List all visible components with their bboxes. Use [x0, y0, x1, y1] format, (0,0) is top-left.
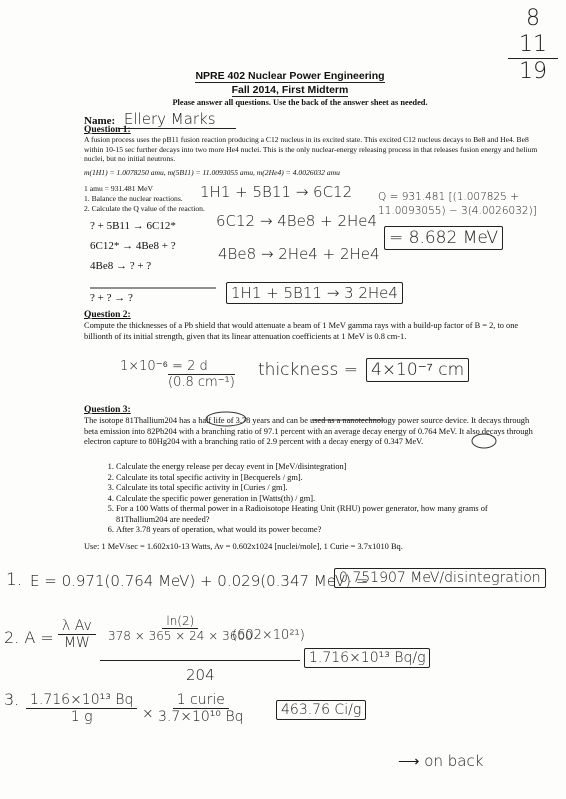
- a1-label: 1.: [6, 570, 23, 590]
- q2-hand-thickness-value: 4×10⁻⁷ cm: [366, 358, 469, 382]
- q1-template-2: 6C12* → 4Be8 + ?: [90, 240, 176, 252]
- a3-den-2: 3.7×10¹⁰ Bq: [158, 709, 244, 725]
- a3-den-1: 1 g: [70, 709, 93, 725]
- name-label: Name:: [84, 115, 116, 127]
- back-note-text: on back: [424, 752, 484, 770]
- q1-item-1: 1. Balance the nuclear reactions.: [84, 194, 183, 203]
- a2-lhs-num: λ Av: [58, 618, 96, 635]
- a3-num-2: 1 curie: [173, 692, 229, 709]
- q1-template-4: ? + ? → ?: [90, 292, 133, 304]
- q3-item-4: 4. Calculate the specific power generation in [Watts(th) / gm].: [116, 494, 528, 505]
- q3-heading: Question 3:: [84, 405, 131, 415]
- a2-tail: (602×10²¹): [232, 628, 305, 643]
- a2-inner-num: ln(2): [162, 614, 198, 629]
- a1-expression: E = 0.971(0.764 MeV) + 0.029(0.347 MeV) =: [30, 572, 369, 590]
- q3-item-5: 5. For a 100 Watts of thermal power in a Radioisotope Heating Unit (RHU) power generator, how many grams of 81Thallium204 are needed?: [116, 504, 528, 525]
- q1-item-2: 2. Calculate the Q value of the reaction.: [84, 204, 205, 213]
- q3-item-2: 2. Calculate its total specific activity in [Becquerels / gm].: [116, 473, 528, 484]
- q1-template-3: 4Be8 → ? + ?: [90, 260, 152, 272]
- q2-text: Compute the thicknesses of a Pb shield that would attenuate a beam of 1 MeV gamma rays with a build-up factor of B = 2, to one billionth of its initial strength, given that its linear attenuation coefficients at 1 MeV is 0.8 cm-1.: [84, 321, 519, 341]
- corner-line-2: 11: [519, 32, 547, 57]
- q1-text: A fusion process uses the pB11 fusion reaction producing a C12 nucleus in its excited state. This excited C12 nucleus decays to Be8 and He4. Be8 within 10-15 sec further decays into two more He4 nuclei. This is the only nuclear-energy releasing process in that releases fusion energy and helium nuclei, but no initial neutrons.: [84, 135, 538, 163]
- q3-use-line: Use: 1 MeV/sec = 1.602x10-13 Watts, Av = 0.602x1024 [nuclei/mole], 1 Curie = 3.7x1010 Bq.: [84, 542, 403, 551]
- q1-masses: m(1H1) = 1.0078250 amu, m(5B11) = 11.0093055 amu, m(2He4) = 4.0026032 amu: [84, 168, 340, 177]
- q1-template-1: ? + 5B11 → 6C12*: [90, 220, 176, 232]
- corner-line-3: 19: [508, 58, 558, 85]
- q3-text: The isotope 81Thallium204 has a half life of 3.78 years and can be used as a nanotechnology power source device. It decays through beta emission into 82Pb204 with a branching ratio of 97.1 percent with an average decay energy of 0.764 MeV. It also decays through electron capture to 80Hg204 with a branching ratio of 2.9 percent with a decay energy of 0.347 MeV.: [84, 416, 533, 446]
- q1-hand-reaction-2: 6C12 → 4Be8 + 2He4: [216, 212, 378, 230]
- course-name: NPRE 402 Nuclear Power Engineering: [195, 70, 385, 82]
- q2-heading: Question 2:: [84, 310, 131, 320]
- q1-hand-reaction-3: 4Be8 → 2He4 + 2He4: [218, 245, 380, 263]
- a3-times: ×: [142, 706, 154, 722]
- q2-hand-eq-denominator: (0.8 cm⁻¹): [168, 375, 235, 390]
- a2-inner-den: 378 × 365 × 24 × 3600: [108, 629, 253, 643]
- q3-item-3: 3. Calculate its total specific activity in [Curies / gm].: [116, 483, 528, 494]
- corner-line-1: 8: [526, 6, 540, 31]
- q2-hand-thickness-label: thickness =: [258, 360, 358, 380]
- q3-item-6: 6. After 3.78 years of operation, what would its power become?: [116, 525, 528, 536]
- q3-branching-circle: [472, 434, 496, 448]
- name-value: Ellery Marks: [118, 110, 236, 129]
- q1-hand-total: 1H1 + 5B11 → 3 2He4: [226, 282, 403, 304]
- a3-num-1: 1.716×10¹³ Bq: [26, 692, 137, 709]
- q1-conversion: 1 amu = 931.481 MeV: [84, 184, 154, 193]
- a2-lhs-den: MW: [63, 635, 90, 651]
- q1-hand-q-expression: Q = 931.481 [(1.007825 + 11.0093055) − 3(4.0026032)]: [378, 191, 537, 217]
- q1-heading: Question 1:: [84, 125, 131, 135]
- q1-hand-q-answer: = 8.682 MeV: [384, 226, 503, 250]
- q2-hand-eq-left: 1×10⁻⁶ = 2 d: [120, 359, 208, 374]
- q1-hand-reaction-1: 1H1 + 5B11 → 6C12: [200, 183, 353, 201]
- a1-result: 0.751907 MeV/disintegration: [334, 568, 546, 588]
- q3-half-life-circle: [206, 412, 246, 426]
- a3-result: 463.76 Ci/g: [276, 700, 366, 720]
- a2-mw: 204: [186, 666, 215, 684]
- a2-label: 2. A =: [4, 628, 54, 647]
- a2-result: 1.716×10¹³ Bq/g: [304, 648, 430, 668]
- back-arrow-icon: ⟶: [398, 752, 420, 770]
- q3-item-1: 1. Calculate the energy release per decay event in [MeV/disintegration]: [116, 462, 528, 473]
- term-name: Fall 2014, First Midterm: [231, 84, 349, 96]
- instructions: Please answer all questions. Use the back of the answer sheet as needed.: [172, 98, 428, 107]
- a3-label: 3.: [4, 690, 20, 709]
